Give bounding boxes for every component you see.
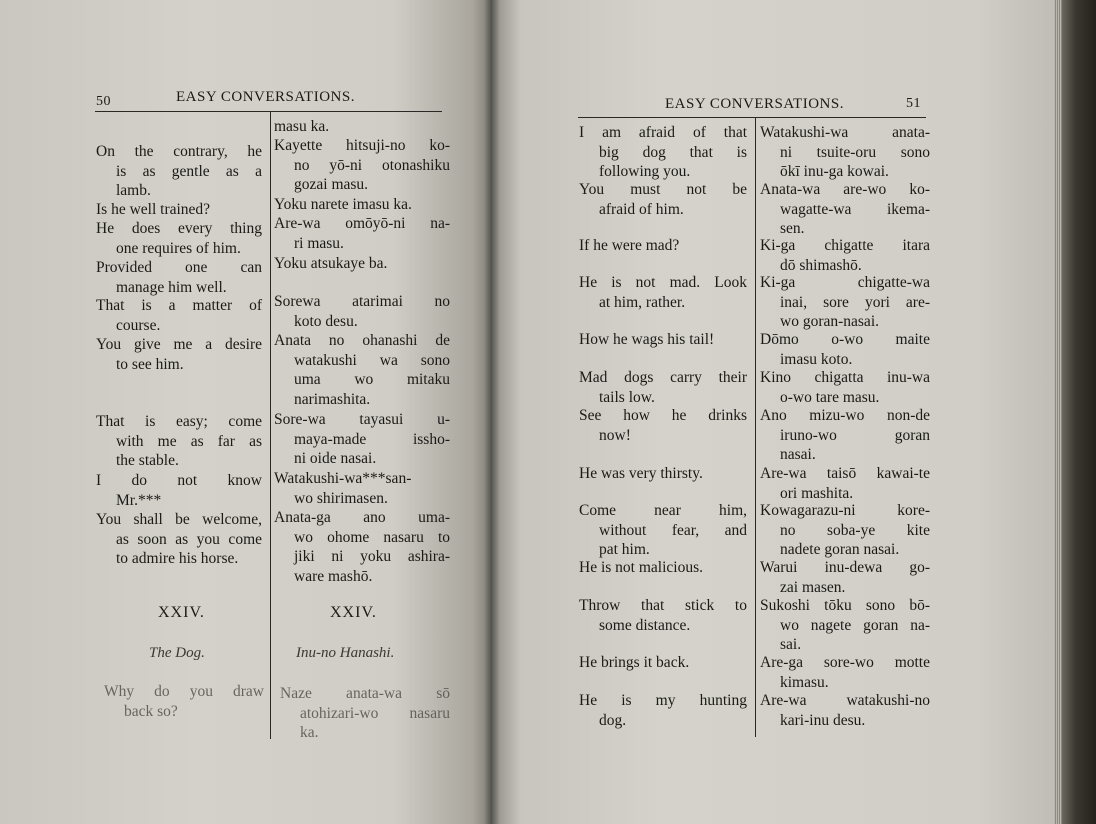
- text-line: Are-ga sore-wo motte: [760, 654, 930, 671]
- text-line: Kayette hitsuji-no ko-: [274, 137, 450, 154]
- text-line: Naze anata-wa sō: [280, 685, 450, 702]
- text-line: wo shirimasen.: [294, 489, 388, 507]
- text-line: He was very thirsty.: [579, 465, 703, 482]
- text-line: Watakushi-wa anata-: [760, 124, 930, 141]
- text-line: inai, sore yori are-: [780, 293, 930, 311]
- text-line: Kowagarazu-ni kore-: [760, 502, 930, 519]
- text-line: to admire his horse.: [116, 550, 239, 567]
- section-title-jp: Inu-no Hanashi.: [296, 645, 395, 661]
- text-entry: [274, 136, 450, 195]
- text-entry: [274, 292, 450, 331]
- text-line: no yō-ni otonashiku: [294, 156, 450, 174]
- text-line: That is easy; come: [96, 413, 262, 430]
- left-running-head: EASY CONVERSATIONS.: [176, 89, 355, 105]
- text-line: Watakushi-wa***san-: [274, 470, 412, 487]
- text-line: Warui inu-dewa go-: [760, 559, 930, 576]
- text-entry: [274, 214, 450, 253]
- text-line: masu ka.: [274, 118, 330, 135]
- text-entry: [96, 258, 262, 297]
- text-line: koto desu.: [294, 312, 358, 330]
- text-line: I am afraid of that: [579, 124, 747, 141]
- book-cover-edge: [1062, 0, 1096, 824]
- text-line: narimashita.: [294, 390, 371, 408]
- text-entry: [96, 142, 262, 201]
- text-line: ori mashita.: [780, 484, 854, 502]
- text-line: You give me a desire: [96, 336, 262, 353]
- text-line: Dōmo o-wo maite: [760, 331, 930, 348]
- text-line: Why do you draw: [104, 683, 264, 700]
- text-entry: [96, 200, 262, 220]
- text-line: dog.: [599, 711, 627, 729]
- text-entry: [760, 464, 930, 503]
- text-line: following you.: [599, 163, 691, 180]
- right-running-head: EASY CONVERSATIONS.: [665, 96, 844, 112]
- text-line: Ki-ga chigatte-wa: [760, 274, 930, 291]
- text-line: big dog that is: [599, 143, 747, 161]
- text-line: ware mashō.: [294, 567, 373, 585]
- text-line: You must not be: [579, 181, 747, 198]
- text-line: course.: [116, 316, 161, 334]
- text-line: Yoku narete imasu ka.: [274, 196, 412, 213]
- text-entry: [579, 691, 747, 730]
- text-line: If he were mad?: [579, 237, 680, 254]
- text-entry: [579, 406, 747, 445]
- text-entry: [579, 596, 747, 635]
- left-page-number: 50: [96, 94, 111, 109]
- text-line: afraid of him.: [599, 200, 684, 218]
- text-line: On the contrary, he: [96, 143, 262, 160]
- book-gutter: [484, 0, 500, 824]
- text-entry: [760, 691, 930, 730]
- text-line: no soba-ye kite: [780, 521, 930, 539]
- text-line: Mad dogs carry their: [579, 369, 747, 386]
- text-line: uma wo mitaku: [294, 371, 450, 388]
- text-line: Kino chigatta inu-wa: [760, 369, 930, 386]
- text-entry: [760, 653, 930, 692]
- text-entry: [760, 368, 930, 407]
- right-page-number: 51: [906, 96, 921, 111]
- text-line: nasai.: [780, 446, 816, 463]
- text-entry: [579, 501, 747, 560]
- text-line: Provided one can: [96, 259, 262, 276]
- text-entry: [579, 330, 747, 350]
- text-line: Sorewa atarimai no: [274, 293, 450, 310]
- text-line: iruno-wo goran: [780, 426, 930, 444]
- text-line: lamb.: [116, 182, 151, 199]
- text-line: imasu koto.: [780, 350, 853, 368]
- text-entry: [96, 219, 262, 258]
- text-line: zai masen.: [780, 578, 846, 596]
- text-line: maya-made issho-: [294, 430, 450, 448]
- text-entry: [280, 684, 450, 743]
- text-entry: [760, 180, 930, 239]
- text-line: Are-wa watakushi-no: [760, 692, 930, 709]
- section-number-jp: XXIV.: [330, 604, 377, 621]
- right-header-rule: [578, 117, 926, 118]
- text-line: sen.: [780, 220, 805, 237]
- text-line: jiki ni yoku ashira-: [294, 548, 450, 565]
- text-line: Mr.***: [116, 491, 162, 509]
- text-line: He does every thing: [96, 220, 262, 237]
- text-line: Ano mizu-wo non-de: [760, 407, 930, 424]
- text-entry: [579, 123, 747, 182]
- text-line: back so?: [124, 702, 178, 720]
- text-line: Throw that stick to: [579, 597, 747, 614]
- text-line: atohizari-wo nasaru: [300, 704, 450, 722]
- text-line: See how he drinks: [579, 407, 747, 424]
- text-entry: [274, 254, 450, 274]
- text-entry: [274, 410, 450, 469]
- text-line: sai.: [780, 636, 802, 653]
- text-entry: [760, 596, 930, 655]
- text-line: as soon as you come: [116, 530, 262, 548]
- text-line: now!: [599, 426, 631, 444]
- text-line: kimasu.: [780, 673, 829, 691]
- text-line: gozai masu.: [294, 176, 369, 193]
- text-line: o-wo tare masu.: [780, 388, 880, 406]
- text-entry: [579, 273, 747, 312]
- text-line: Anata-ga ano uma-: [274, 509, 450, 526]
- text-entry: [96, 335, 262, 374]
- text-line: Come near him,: [579, 502, 747, 519]
- text-line: Anata no ohanashi de: [274, 332, 450, 349]
- text-entry: [760, 406, 930, 465]
- section-title-en: The Dog.: [149, 645, 205, 661]
- text-entry: [760, 236, 930, 275]
- text-entry: [579, 653, 747, 673]
- text-line: He is not malicious.: [579, 559, 703, 576]
- text-entry: [579, 180, 747, 219]
- text-entry: [579, 464, 747, 484]
- text-entry: [579, 558, 747, 578]
- text-line: wagatte-wa ikema-: [780, 200, 930, 218]
- text-line: ni tsuite-oru sono: [780, 143, 930, 161]
- text-line: ōkī inu-ga kowai.: [780, 163, 889, 180]
- text-entry: [760, 330, 930, 369]
- right-column-divider: [755, 117, 756, 737]
- text-line: watakushi wa sono: [294, 351, 450, 369]
- text-line: dō shimashō.: [780, 256, 862, 274]
- section-number-en: XXIV.: [158, 604, 205, 621]
- text-line: He is not mad. Look: [579, 274, 747, 291]
- text-line: ri masu.: [294, 234, 344, 252]
- text-line: Sore-wa tayasui u-: [274, 411, 450, 428]
- text-entry: [274, 195, 450, 215]
- text-entry: [274, 117, 450, 137]
- text-line: I do not know: [96, 472, 262, 489]
- text-line: He brings it back.: [579, 654, 690, 671]
- text-line: Are-wa omōyō-ni na-: [274, 215, 450, 232]
- text-line: manage him well.: [116, 278, 227, 296]
- text-line: the stable.: [116, 452, 179, 469]
- text-line: tails low.: [599, 388, 655, 406]
- text-entry: [96, 412, 262, 471]
- text-line: is as gentle as a: [116, 162, 262, 180]
- text-line: some distance.: [599, 616, 691, 634]
- text-line: without fear, and: [599, 521, 747, 539]
- text-line: wo ohome nasaru to: [294, 528, 450, 546]
- text-line: wo nagete goran na-: [780, 616, 930, 634]
- text-line: He is my hunting: [579, 692, 747, 709]
- left-column-divider: [270, 111, 271, 739]
- text-line: one requires of him.: [116, 239, 241, 257]
- text-line: wo goran-nasai.: [780, 313, 879, 330]
- text-line: Sukoshi tōku sono bō-: [760, 597, 930, 614]
- text-line: How he wags his tail!: [579, 331, 715, 348]
- text-line: at him, rather.: [599, 293, 686, 311]
- text-line: nadete goran nasai.: [780, 541, 900, 558]
- text-entry: [274, 508, 450, 586]
- text-entry: [579, 236, 747, 256]
- text-line: Ki-ga chigatte itara: [760, 237, 930, 254]
- text-entry: [760, 501, 930, 560]
- text-line: That is a matter of: [96, 297, 262, 314]
- text-line: kari-inu desu.: [780, 711, 866, 729]
- left-header-rule: [95, 111, 442, 112]
- text-line: Yoku atsukaye ba.: [274, 255, 388, 272]
- text-line: to see him.: [116, 355, 184, 373]
- text-line: Anata-wa are-wo ko-: [760, 181, 930, 198]
- text-entry: [96, 510, 262, 569]
- text-line: ni oide nasai.: [294, 450, 377, 467]
- text-entry: [760, 273, 930, 332]
- text-entry: [104, 682, 264, 721]
- text-entry: [96, 296, 262, 335]
- text-entry: [274, 331, 450, 409]
- text-line: You shall be welcome,: [96, 511, 262, 528]
- text-line: with me as far as: [116, 432, 262, 450]
- text-line: Is he well trained?: [96, 201, 211, 218]
- text-entry: [760, 558, 930, 597]
- text-line: Are-wa taisō kawai-te: [760, 465, 930, 482]
- text-entry: [760, 123, 930, 182]
- text-line: ka.: [300, 724, 319, 741]
- text-entry: [274, 469, 450, 508]
- text-entry: [96, 471, 262, 510]
- text-line: pat him.: [599, 541, 650, 558]
- text-entry: [579, 368, 747, 407]
